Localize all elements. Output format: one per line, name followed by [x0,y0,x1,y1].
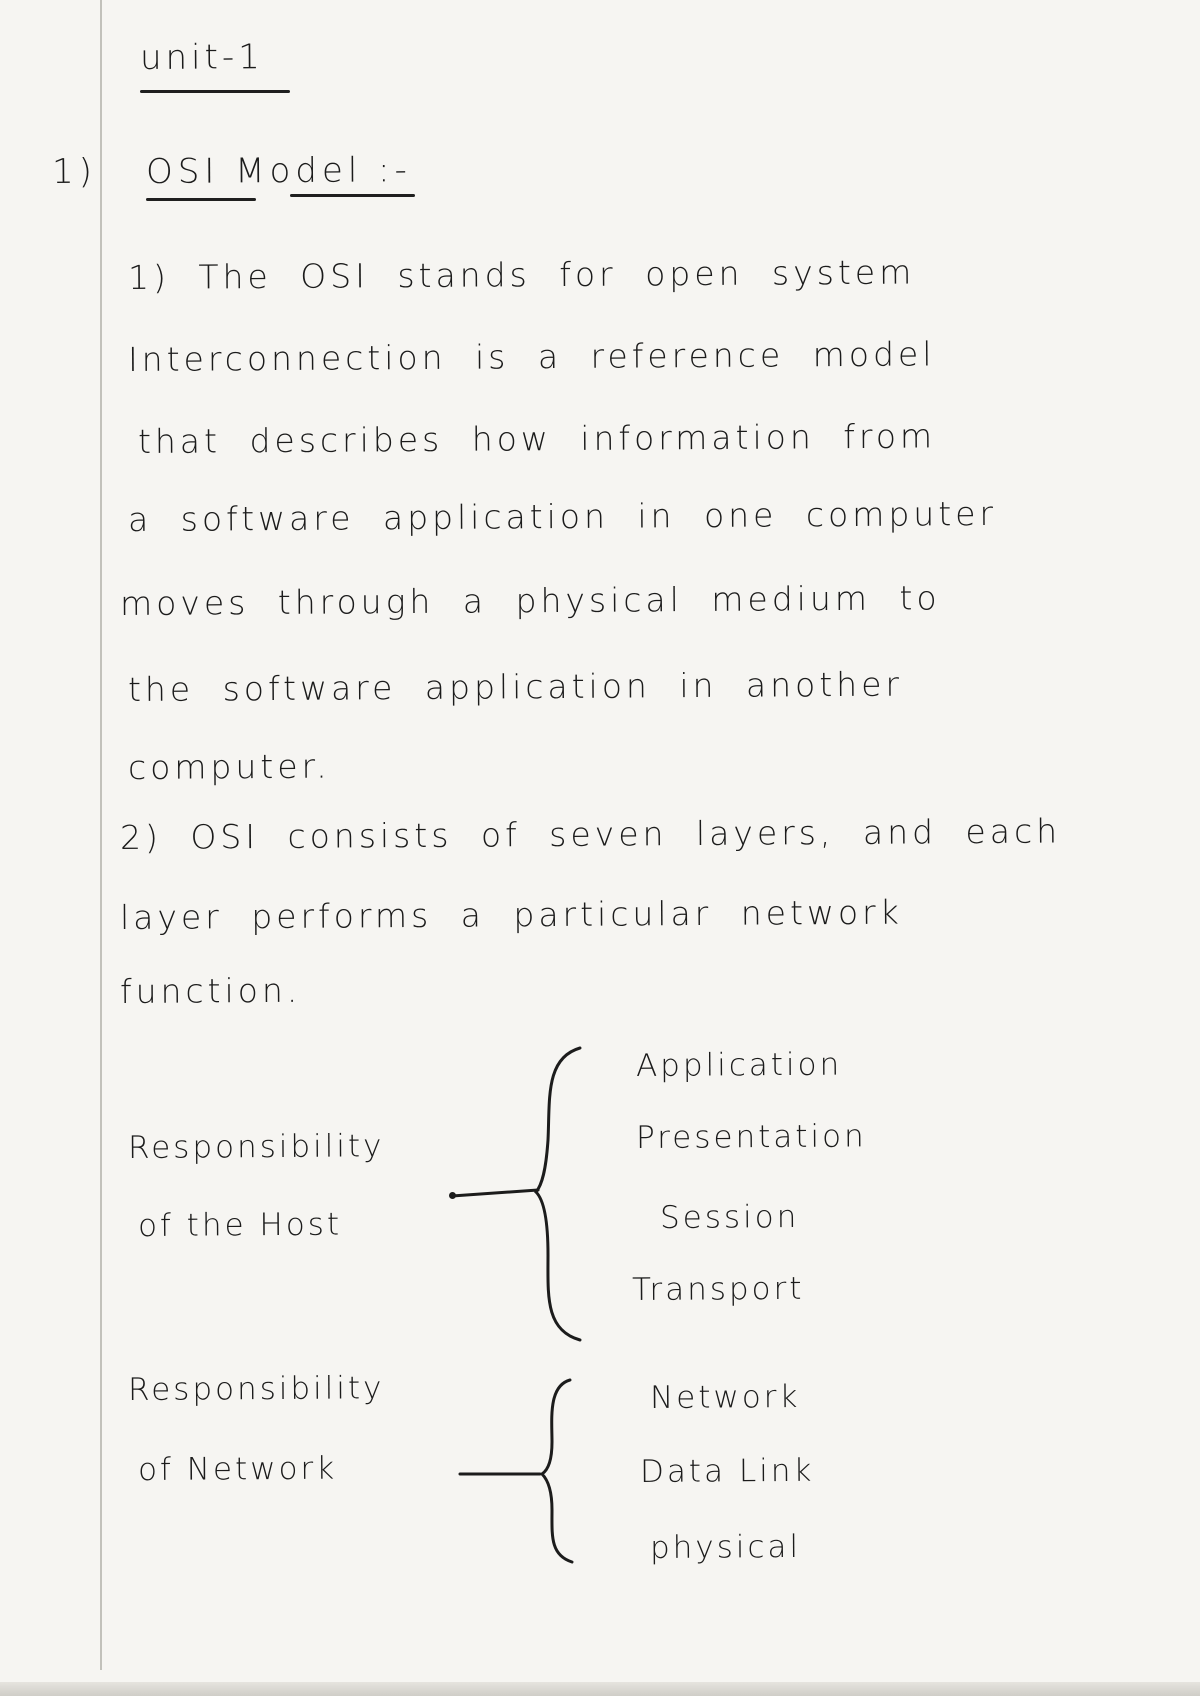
unit-title: unit-1 [139,37,264,78]
paragraph-line-6: the software application in another [127,664,904,709]
layer-physical: physical [649,1528,802,1566]
paragraph-line-7: computer. [127,746,331,787]
layer-session: Session [659,1199,800,1236]
paragraph-line-10: function. [119,970,302,1011]
margin-line [100,0,102,1670]
paragraph-line-9: layer performs a particular network [119,892,903,937]
section-heading: OSI Model :- [145,150,412,192]
network-label-line-1: Responsibility [127,1370,385,1408]
paragraph-line-4: a software application in one computer [127,493,998,539]
host-brace [450,1040,590,1350]
paragraph-line-8: 2) OSI consists of seven layers, and each [119,811,1062,857]
paragraph-line-3: that describes how information from [137,416,937,461]
network-label-line-2: of Network [137,1450,338,1488]
network-brace [460,1370,600,1570]
heading-underline-model [290,194,415,197]
paragraph-line-1: 1) The OSI stands for open system [127,252,916,297]
section-number: 1) [51,151,98,192]
paragraph-line-2: Interconnection is a reference model [127,334,936,379]
layer-presentation: Presentation [635,1118,867,1156]
page-bottom-edge [0,1682,1200,1696]
layer-network: Network [649,1378,801,1416]
unit-title-underline [140,90,290,93]
layer-application: Application [635,1046,843,1084]
heading-underline-osi [146,198,256,201]
host-label-line-1: Responsibility [127,1128,385,1166]
layer-data-link: Data Link [639,1452,815,1490]
paragraph-line-5: moves through a physical medium to [119,578,941,623]
host-label-line-2: of the Host [137,1206,343,1244]
layer-transport: Transport [631,1270,805,1308]
